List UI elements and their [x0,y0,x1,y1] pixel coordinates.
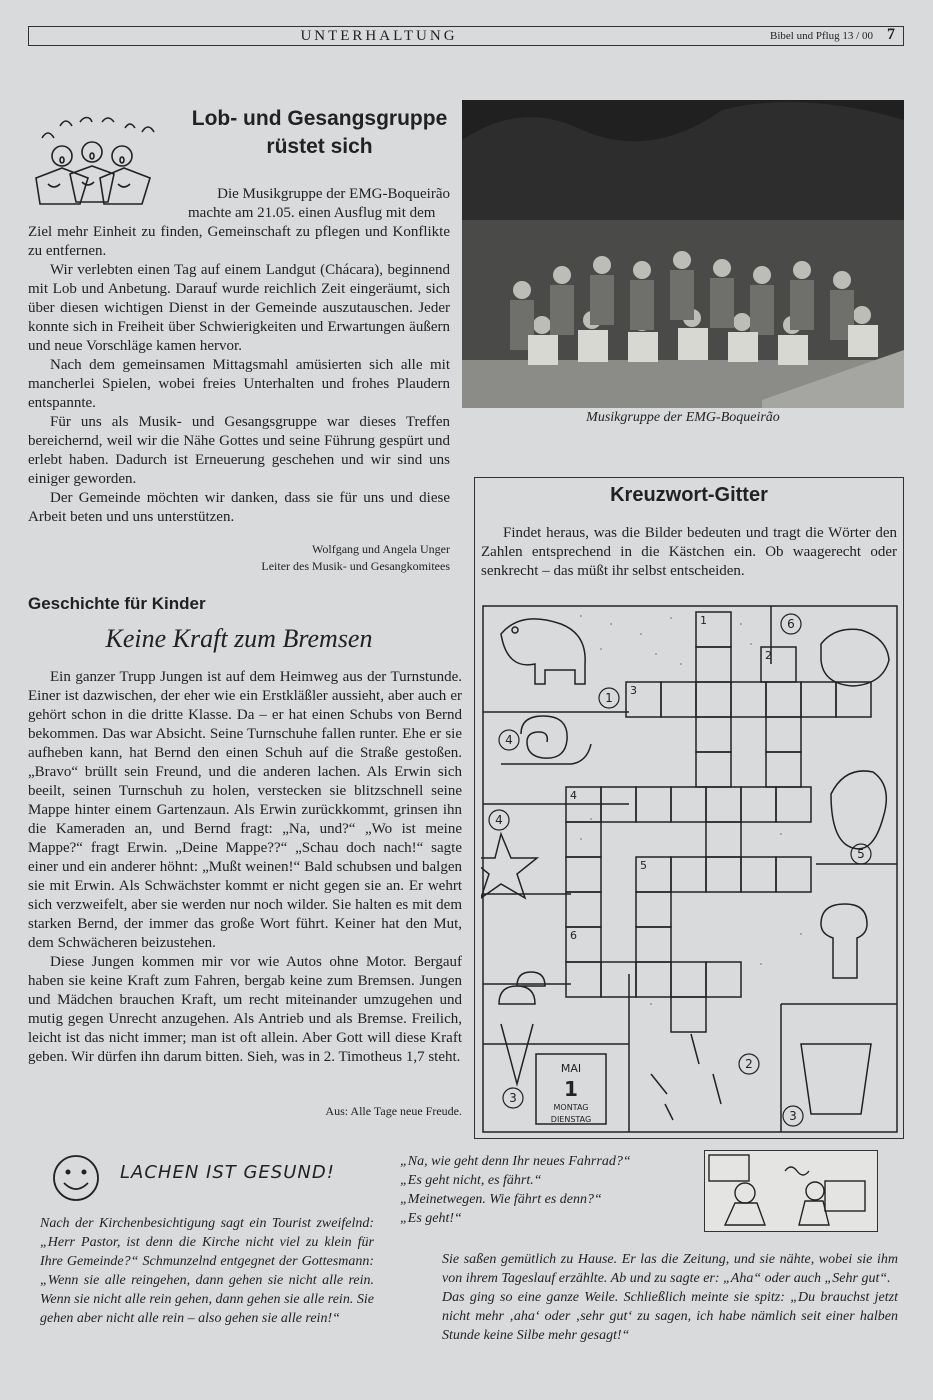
grid-number-6: 6 [570,929,577,942]
article-signature [200,541,450,575]
article-p2: Wir verlebten einen Tag auf einem Landgut (Chácara), beginnend mit Lob und Anbetung. Darauf wurde reichlich Zeit eingeräumt, sich über diesen wichtigen Dienst in der Gemeinde auszutauschen. Jeder konnte sich in Freiheit über Schwierigkeiten und Erwartungen äußern und neue Vorschläge kamen hervor. [28,262,450,354]
article-intro-lines [188,185,450,223]
crossword-box [474,477,904,1139]
joke2-line1: „Na, wie geht denn Ihr neues Fahrrad?“ [400,1154,631,1169]
picture-number-6: 6 [787,617,795,631]
story-kicker: Geschichte für Kinder [28,594,206,613]
article-p5: Der Gemeinde möchten wir danken, dass sie für uns und diese Arbeit beten und uns unterstützen. [28,490,450,525]
article-body [28,223,450,527]
joke3-wrap [442,1250,898,1345]
joke2-wrap [400,1152,700,1228]
joke2-line3: „Meinetwegen. Wie fährt es denn?“ [400,1192,602,1207]
story-body [28,668,462,1067]
article-title-line2: rüstet sich [266,135,373,158]
choir-illustration [30,108,170,208]
article-p4: Für uns als Musik- und Gesangsgruppe war dieses Treffen bereichernd, weil wir die Nähe Gottes und seine Führung gespürt und erlebt haben. Dadurch ist Erneuerung geschehen und wir sind uns einiger geworden. [28,414,450,487]
section-title: UNTERHALTUNG [300,28,458,44]
article-author: Wolfgang und Angela Unger [312,542,450,556]
group-photo [462,100,904,408]
article-p1-line2: machte am 21.05. einen Ausflug mit dem [188,205,436,221]
picture-number-1: 1 [605,691,613,705]
picture-number-4b: 4 [495,813,503,827]
grid-number-2: 2 [765,649,772,662]
article-title-line1: Lob- und Gesangsgruppe [191,107,448,130]
publication-info: Bibel und Pflug 13 / 00 [770,30,873,42]
grid-number-1: 1 [700,614,707,627]
grid-number-4: 4 [570,789,577,802]
crossword-instructions: Findet heraus, was die Bilder bedeuten und tragt die Wörter den Zahlen entsprechend in die Kästchen ein. Ob waagerecht oder senkrecht – das müßt ihr selbst entscheiden. [481,525,897,579]
story-p1: Ein ganzer Trupp Jungen ist auf dem Heimweg aus der Turnstunde. Einer ist dazwischen, der eher wie ein Erstkläßler aussieht, aber auch er gehört schon in die dritte Klasse. Da – er hat einen Schubs von Bernd bekommen. Das war Absicht. Seine Turnschuhe fallen runter. Ehe er sie aufheben kann, hat Bernd den einen Schuh auf die Straße gestoßen. „Bravo“ brüllt sein Freund, und die anderen lachen. Als Erwin sich beeilt, seinen Turnschuh zu holen, verstecken sie blitzschnell seine Mappe hinter einem Gartenzaun. Als Erwin zurückkommt, grinsen ihn die Kameraden an, und Bernd fragt: „Na, und?“ „Wo ist meine Mappe?“ fragt Erwin. „Deine Mappe??“ „Schau doch nach!“ sagte einer und ein anderer höhnt: „Mußt weinen!“ Bald schubsen und balgen sie mit Erwin. Als Schwächster kommt er nicht gegen sie an. Er wehrt sich verzweifelt, aber sie werden nur noch wilder. Sie halten es mit dem starken Bernd, der immer das große Wort führt. Keiner hat den Mut, dem Schwächeren beizustehen. [28,669,462,951]
article-p1-rest: Ziel mehr Einheit zu finden, Gemeinschaft zu pflegen und Konflikte zu entfernen. [28,224,450,259]
photo-caption: Musikgruppe der EMG-Boqueirão [586,410,780,425]
picture-number-2: 2 [745,1057,753,1071]
story-source: Aus: Alle Tage neue Freude. [325,1104,462,1118]
article-title [182,105,457,161]
grid-number-3: 3 [630,684,637,697]
joke2-line4: „Es geht!“ [400,1211,462,1226]
humor-heading: LACHEN IST GESUND! [120,1162,335,1183]
article-p1-line1: Die Musikgruppe der EMG-Boqueirão [217,186,450,202]
page-number: 7 [887,26,895,43]
picture-number-3a: 3 [509,1091,517,1105]
calendar-weekday: MONTAG [553,1103,589,1112]
joke1-wrap [40,1214,374,1328]
crossword-title: Kreuzwort-Gitter [610,484,768,506]
calendar-weekday-2: DIENSTAG [550,1115,592,1124]
joke1-text: Nach der Kirchenbesichtigung sagt ein Tourist zweifelnd: „Herr Pastor, ist denn die Kirche nicht viel zu klein für Ihre Gemeinde?“ Schmunzelnd entgegnet der Gottesmann: „Wenn sie alle reingehen, dann gehen sie nicht alle rein. Wenn sie nicht alle rein gehen, dann gehen sie alle rein. Sie gehen aber nicht alle rein – also gehen sie alle rein!“ [40,1216,374,1326]
story-p2: Diese Jungen kommen mir vor wie Autos ohne Motor. Bergauf haben sie keine Kraft zum Fahren, bergab keine zum Bremsen. Jungen und Mädchen brauchen Kraft, um recht miteinander umzugehen und mutig gegen Unrecht anzugehen. Als Antrieb und als Bremse. Freilich, leicht ist das nicht immer; man ist oft allein. Aber Gott will diese Kraft geben. Wir dürfen ihn darum bitten. Sieh, was in 2. Timotheus 1,7 steht. [28,954,462,1065]
picture-number-5: 5 [857,847,865,861]
calendar-month: MAI [560,1062,582,1075]
joke3b-text: Das ging so eine ganze Weile. Schließlich meinte sie spitz: „Du brauchst jetzt nicht mehr ‚aha‘ oder ‚sehr gut‘ zu sagen, ich habe nämlich seit einer halben Stunde keine Silbe mehr gesagt!“ [442,1290,898,1343]
couple-illustration [704,1150,878,1232]
crossword-instructions-wrap [481,524,897,581]
article-author-role: Leiter des Musik- und Gesangkomitees [261,559,450,573]
smiley-icon [48,1150,104,1206]
picture-number-4a: 4 [505,733,513,747]
joke3-text: Sie saßen gemütlich zu Hause. Er las die Zeitung, und sie nähte, wobei sie ihm von ihrem Tageslauf erzählte. Ab und zu sagte er: „Aha“ oder auch „Sehr gut“. [442,1252,898,1286]
picture-number-3b: 3 [789,1109,797,1123]
grid-number-5: 5 [640,859,647,872]
crossword-grid [481,604,899,1134]
page-header [28,26,904,46]
article-p3: Nach dem gemeinsamen Mittagsmahl amüsierten sich alle mit mancherlei Spielen, wobei freies Unterhalten und frohes Plaudern entspannte. [28,357,450,411]
story-title: Keine Kraft zum Bremsen [105,624,373,653]
calendar-day: 1 [564,1077,578,1101]
joke2-line2: „Es geht nicht, es fährt.“ [400,1173,542,1188]
